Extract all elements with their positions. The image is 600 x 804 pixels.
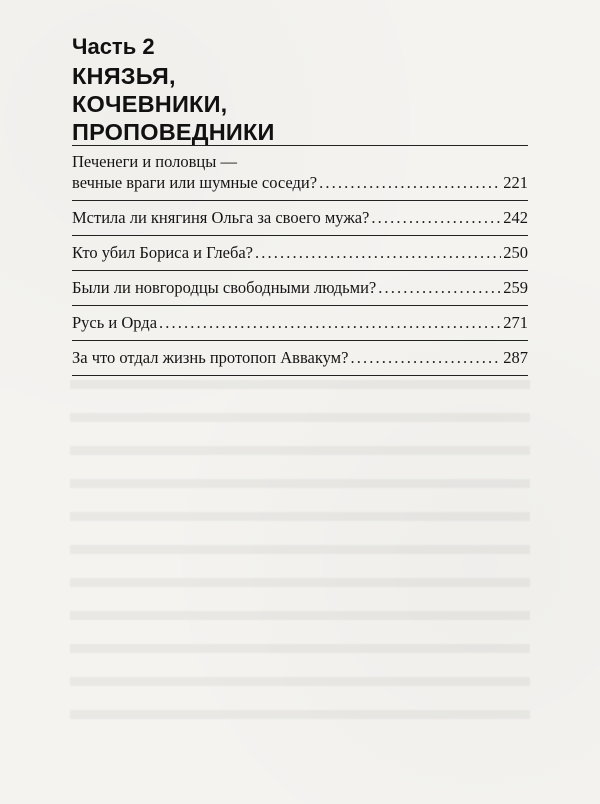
leader-dots	[371, 207, 501, 228]
leader-dots	[350, 347, 501, 368]
toc-entry[interactable]	[72, 341, 528, 376]
toc-entry-title: Русь и Орда	[72, 313, 158, 332]
toc-entry-page: 259	[503, 278, 528, 297]
toc-entry-title: За что отдал жизнь протопоп Аввакум?	[72, 348, 349, 367]
toc-entry[interactable]	[72, 145, 528, 201]
toc-entry-page: 242	[503, 208, 528, 227]
toc-entry-page: 221	[503, 173, 528, 192]
toc-entry[interactable]	[72, 306, 528, 341]
toc-entry-page: 287	[503, 348, 528, 367]
toc-entry-page: 271	[503, 313, 528, 332]
part-title-line: ПРОПОВЕДНИКИ	[72, 119, 275, 145]
toc-entry-title: Кто убил Бориса и Глеба?	[72, 243, 253, 262]
part-title-line: КНЯЗЬЯ,	[72, 63, 176, 89]
toc-entry[interactable]	[72, 236, 528, 271]
toc-entry[interactable]	[72, 271, 528, 306]
leader-dots	[255, 242, 501, 263]
table-of-contents	[72, 145, 528, 376]
leader-dots	[319, 172, 501, 193]
part-title-line: КОЧЕВНИКИ,	[72, 91, 228, 117]
toc-entry-page: 250	[503, 243, 528, 262]
leader-dots	[159, 312, 501, 333]
part-title	[72, 62, 275, 146]
leader-dots	[378, 277, 501, 298]
toc-entry-title-line1: Печенеги и половцы —	[72, 152, 237, 171]
toc-entry-title: Мстила ли княгиня Ольга за своего мужа?	[72, 208, 370, 227]
show-through-texture	[70, 380, 530, 720]
toc-entry-title: Были ли новгородцы свободными людьми?	[72, 278, 377, 297]
toc-entry[interactable]	[72, 201, 528, 236]
part-label: Часть 2	[72, 34, 155, 59]
toc-entry-title: вечные враги или шумные соседи?	[72, 173, 318, 192]
